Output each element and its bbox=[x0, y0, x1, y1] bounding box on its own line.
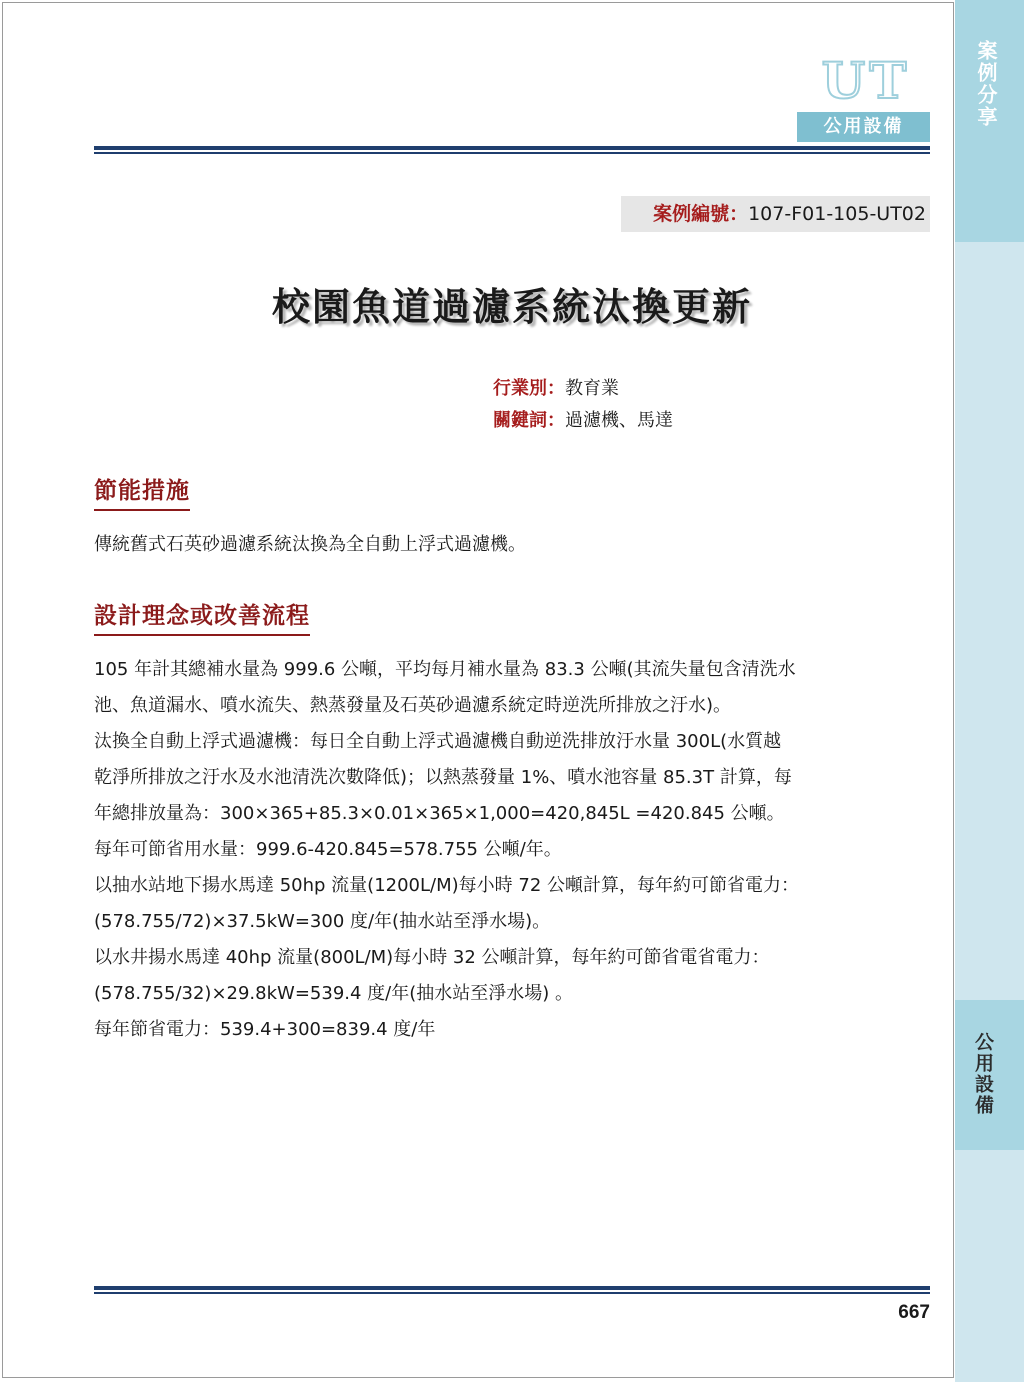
keywords-value: 過濾機、馬達 bbox=[565, 410, 673, 431]
body-line: 105 年計其總補水量為 999.6 公噸，平均每月補水量為 83.3 公噸(其流失量包含清洗水 bbox=[94, 659, 796, 680]
design-body bbox=[94, 652, 934, 1048]
category-badge: 公用設備 bbox=[797, 112, 930, 142]
ut-logo: UT bbox=[821, 51, 911, 110]
body-line: 每年可節省用水量：999.6-420.845=578.755 公噸/年。 bbox=[94, 839, 562, 860]
body-line: (578.755/32)×29.8kW=539.4 度/年(抽水站至淨水場) 。 bbox=[94, 983, 573, 1004]
case-number-label: 案例編號： bbox=[653, 203, 749, 225]
keywords-label: 關鍵詞： bbox=[493, 410, 565, 431]
body-line: 汰換全自動上浮式過濾機：每日全自動上浮式過濾機自動逆洗排放汙水量 300L(水質越 bbox=[94, 731, 782, 752]
measures-text: 傳統舊式石英砂過濾系統汰換為全自動上浮式過濾機。 bbox=[94, 534, 526, 555]
side-label-utilities: 公用設備 bbox=[972, 1032, 994, 1116]
side-label-case-share: 案例分享 bbox=[974, 40, 998, 128]
footer-rule-thick bbox=[94, 1286, 930, 1290]
keywords-line bbox=[493, 406, 673, 432]
industry-label: 行業別： bbox=[493, 378, 565, 399]
body-line: (578.755/72)×37.5kW=300 度/年(抽水站至淨水場)。 bbox=[94, 911, 551, 932]
body-line: 池、魚道漏水、噴水流失、熱蒸發量及石英砂過濾系統定時逆洗所排放之汙水)。 bbox=[94, 695, 732, 716]
header-rule-thin bbox=[94, 152, 930, 154]
page-number: 667 bbox=[898, 1302, 930, 1323]
body-line: 每年節省電力：539.4+300=839.4 度/年 bbox=[94, 1019, 436, 1040]
body-line: 以抽水站地下揚水馬達 50hp 流量(1200L/M)每小時 72 公噸計算，每年約可節省電力： bbox=[94, 875, 800, 896]
case-number-box bbox=[621, 196, 930, 232]
case-number-value: 107-F01-105-UT02 bbox=[748, 203, 926, 225]
body-line: 以水井揚水馬達 40hp 流量(800L/M)每小時 32 公噸計算，每年約可節省電省電力： bbox=[94, 947, 770, 968]
footer-rule-thin bbox=[94, 1292, 930, 1294]
page-title: 校園魚道過濾系統汰換更新 bbox=[271, 285, 752, 329]
industry-line bbox=[493, 374, 619, 400]
header-rule-thick bbox=[94, 146, 930, 150]
industry-value: 教育業 bbox=[565, 378, 619, 399]
section-heading-design: 設計理念或改善流程 bbox=[94, 597, 310, 636]
body-line: 乾淨所排放之汙水及水池清洗次數降低)；以熱蒸發量 1%、噴水池容量 85.3T 計算，每 bbox=[94, 767, 792, 788]
section-heading-measures: 節能措施 bbox=[94, 472, 190, 511]
body-line: 年總排放量為：300×365+85.3×0.01×365×1,000=420,845L =420.845 公噸。 bbox=[94, 803, 785, 824]
